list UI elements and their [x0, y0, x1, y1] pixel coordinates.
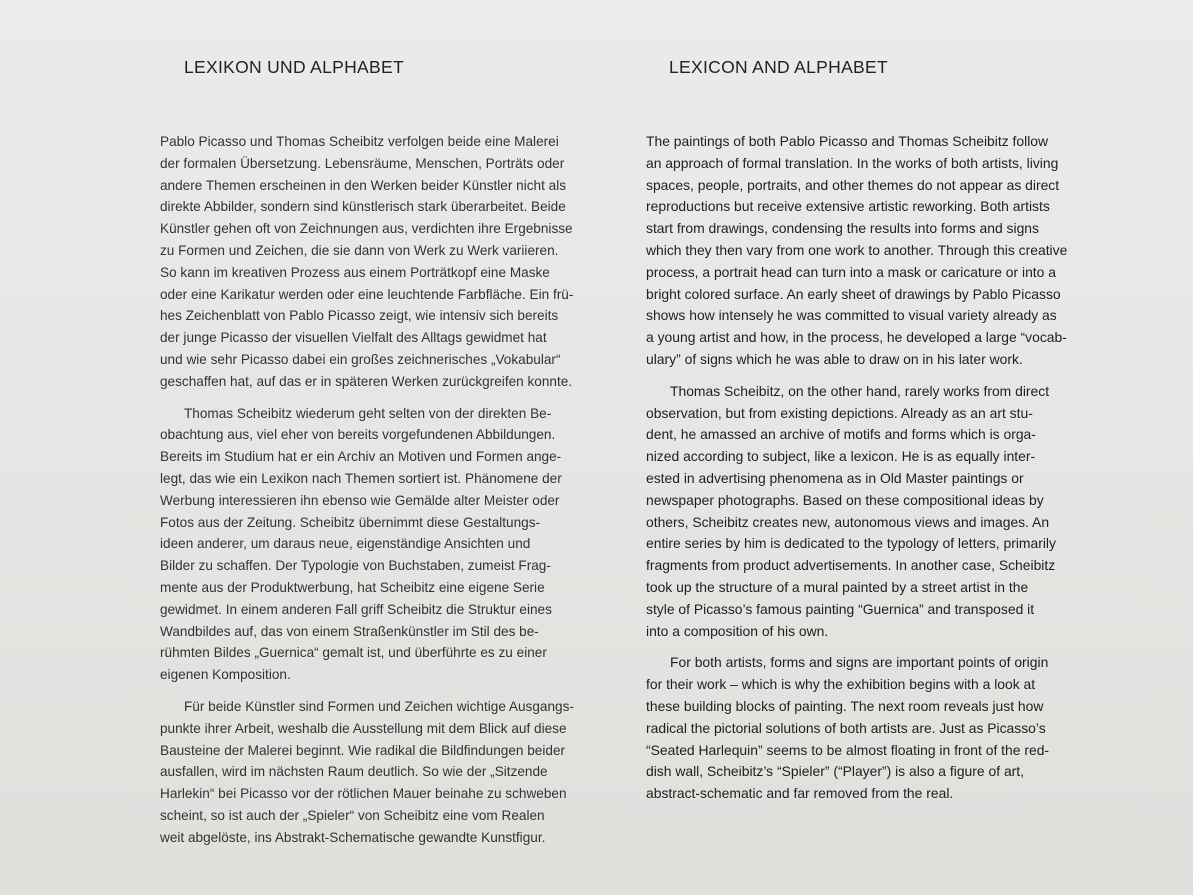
text-line: reproductions but receive extensive artistic reworking. Both artists [646, 198, 1050, 215]
text-line: observation, but from existing depictions. Already as an art stu- [646, 404, 1033, 421]
text-line: oder eine Karikatur werden oder eine leuchtende Farbfläche. Ein frü- [160, 286, 574, 302]
text-line: geschaffen hat, auf das er in späteren Werken zurückgreifen konnte. [160, 373, 573, 389]
text-line: process, a portrait head can turn into a mask or caricature or into a [646, 263, 1056, 280]
text-line: into a composition of his own. [646, 622, 829, 639]
text-line: direkte Abbilder, sondern sind künstlerisch stark überarbeitet. Beide [160, 199, 566, 215]
text-line: ulary” of signs which he was able to draw on in his later work. [646, 350, 1023, 367]
text-line: obachtung aus, viel eher von bereits vorgefundenen Abbildungen. [160, 427, 556, 443]
text-line: So kann im kreativen Prozess aus einem Porträtkopf eine Maske [160, 264, 550, 280]
text-line: Wandbildes auf, das von einem Straßenkünstler im Stil des be- [160, 623, 539, 639]
text-line: fragments from product advertisements. In another case, Scheibitz [646, 557, 1056, 574]
text-line: Bausteine der Malerei beginnt. Wie radikal die Bildfindungen beider [160, 742, 566, 758]
text-line: punkte ihrer Arbeit, weshalb die Ausstellung mit dem Blick auf diese [160, 720, 567, 736]
english-text [646, 131, 1096, 815]
german-paragraph-3 [160, 696, 610, 849]
text-line: style of Picasso’s famous painting “Guernica” and transposed it [646, 600, 1035, 617]
german-heading: LEXIKON UND ALPHABET [184, 57, 404, 77]
text-line: radical the pictorial solutions of both artists are. Just as Picasso’s [646, 719, 1046, 736]
text-line: entire series by him is dedicated to the typology of letters, primarily [646, 535, 1056, 552]
text-line: rühmten Bildes „Guernica“ gemalt ist, und überführte es zu einer [160, 645, 547, 661]
text-line: dent, he amassed an archive of motifs and forms which is orga- [646, 426, 1036, 443]
text-line: Künstler gehen oft von Zeichnungen aus, verdichten ihre Ergebnisse [160, 221, 573, 237]
text-line: weit abgelöste, ins Abstrakt-Schematische gewandte Kunstfigur. [160, 829, 546, 845]
text-line: ausfallen, wird im nächsten Raum deutlich. So wie der „Sitzende [160, 764, 548, 780]
text-line: a young artist and how, in the process, he developed a large “vocab- [646, 329, 1067, 346]
text-line: Fotos aus der Zeitung. Scheibitz übernimmt diese Gestaltungs- [160, 514, 541, 530]
text-line: gewidmet. In einem anderen Fall griff Scheibitz die Struktur eines [160, 601, 552, 617]
english-paragraph-2 [646, 381, 1096, 643]
text-line: bright colored surface. An early sheet of drawings by Pablo Picasso [646, 285, 1061, 302]
english-paragraph-3 [646, 652, 1096, 805]
text-line: The paintings of both Pablo Picasso and Thomas Scheibitz follow [646, 133, 1049, 149]
text-line: Harlekin“ bei Picasso vor der rötlichen Mauer beinahe zu schweben [160, 786, 567, 802]
text-line: dish wall, Scheibitz’s “Spieler” (“Player”) is also a figure of art, [646, 763, 1025, 780]
text-line: andere Themen erscheinen in den Werken beider Künstler nicht als [160, 177, 567, 193]
text-line: Bereits im Studium hat er ein Archiv an Motiven und Formen ange- [160, 449, 562, 465]
german-text [160, 131, 610, 859]
text-line: took up the structure of a mural painted by a street artist in the [646, 578, 1029, 595]
text-line: others, Scheibitz creates new, autonomous views and images. An [646, 513, 1050, 530]
text-line: nized according to subject, like a lexicon. He is as equally inter- [646, 448, 1036, 465]
text-line: an approach of formal translation. In the works of both artists, living [646, 154, 1059, 171]
english-paragraph-1 [646, 131, 1096, 371]
text-line: Thomas Scheibitz, on the other hand, rarely works from direct [670, 382, 1050, 399]
text-line: spaces, people, portraits, and other themes do not appear as direct [646, 176, 1060, 193]
text-line: “Seated Harlequin” seems to be almost floating in front of the red- [646, 741, 1050, 758]
text-line: mente aus der Produktwerbung, hat Scheibitz eine eigene Serie [160, 579, 545, 595]
text-line: start from drawings, condensing the results into forms and signs [646, 220, 1039, 237]
german-paragraph-1 [160, 131, 610, 393]
text-line: der formalen Übersetzung. Lebensräume, Menschen, Porträts oder [160, 155, 565, 171]
text-line: Bilder zu schaffen. Der Typologie von Buchstaben, zumeist Frag- [160, 558, 551, 574]
text-line: Thomas Scheibitz wiederum geht selten von der direkten Be- [184, 405, 552, 421]
text-line: ideen anderer, um daraus neue, eigenständige Ansichten und [160, 536, 531, 552]
text-line: und wie sehr Picasso dabei ein großes zeichnerisches „Vokabular“ [160, 351, 561, 367]
text-line: zu Formen und Zeichen, die sie dann von Werk zu Werk variieren. [160, 242, 559, 258]
text-line: ested in advertising phenomena as in Old Master paintings or [646, 469, 1024, 486]
text-line: hes Zeichenblatt von Pablo Picasso zeigt, wie intensiv sich bereits [160, 308, 559, 324]
text-line: scheint, so ist auch der „Spieler“ von Scheibitz eine vom Realen [160, 807, 545, 823]
text-line: For both artists, forms and signs are important points of origin [670, 654, 1049, 671]
text-line: newspaper photographs. Based on these compositional ideas by [646, 491, 1044, 508]
text-line: Werbung interessieren ihn ebenso wie Gemälde alter Meister oder [160, 492, 560, 508]
text-line: Für beide Künstler sind Formen und Zeichen wichtige Ausgangs- [184, 698, 574, 714]
text-line: der junge Picasso der visuellen Vielfalt des Alltags gewidmet hat [160, 330, 547, 346]
text-line: Pablo Picasso und Thomas Scheibitz verfolgen beide eine Malerei [160, 134, 559, 149]
text-line: these building blocks of painting. The next room reveals just how [646, 697, 1044, 714]
german-paragraph-2 [160, 403, 610, 686]
english-heading: LEXICON AND ALPHABET [669, 57, 888, 77]
text-line: eigenen Komposition. [160, 667, 291, 683]
text-line: for their work – which is why the exhibition begins with a look at [646, 676, 1036, 693]
text-line: abstract-schematic and far removed from the real. [646, 785, 954, 802]
text-line: legt, das wie ein Lexikon nach Themen sortiert ist. Phänomene der [160, 470, 562, 486]
text-line: shows how intensely he was committed to visual variety already as [646, 307, 1057, 324]
text-line: which they then vary from one work to another. Through this creative [646, 241, 1068, 258]
